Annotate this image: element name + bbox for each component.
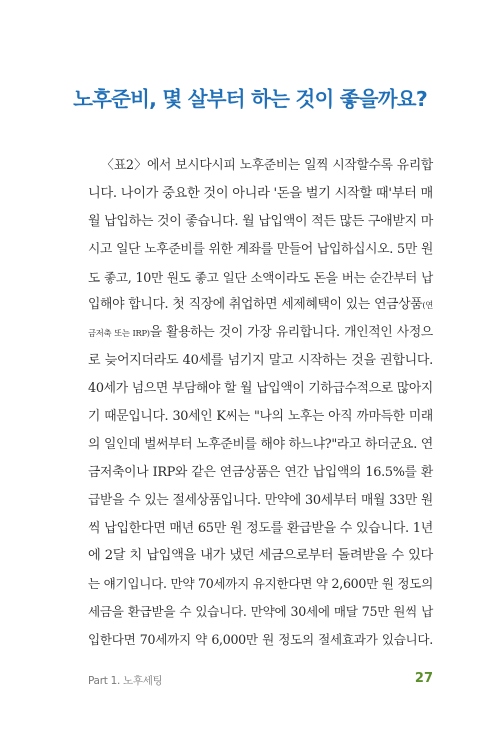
page-number: 27 [414, 671, 433, 686]
body-line [88, 291, 433, 319]
body-text [88, 152, 433, 654]
body-line: 의 일인데 벌써부터 노후준비를 해야 하느냐?"라고 하더군요. 연 [88, 436, 433, 452]
body-line: 씩 납입한다면 매년 65만 원 정도를 환급받을 수 있습니다. 1년 [88, 520, 433, 536]
body-line: 기 때문입니다. 30세인 K씨는 "나의 노후는 아직 까마득한 미래 [88, 409, 433, 425]
body-line: 도 좋고, 10만 원도 좋고 일단 소액이라도 돈을 버는 순간부터 납 [88, 269, 433, 285]
body-line: 〈표2〉에서 보시다시피 노후준비는 일찍 시작할수록 유리합 [101, 158, 433, 173]
footer-section-label: Part 1. 노후세팅 [88, 675, 163, 687]
body-line: 로 늦어지더라도 40세를 넘기지 말고 시작하는 것을 권합니다. [88, 353, 433, 369]
body-line: 40세가 넘으면 부담해야 할 월 납입액이 기하급수적으로 많아지 [88, 381, 433, 397]
body-line-small-text: 금저축 또는 IRP) [88, 328, 150, 339]
body-line: 는 얘기입니다. 만약 70세까지 유지한다면 약 2,600만 원 정도의 [88, 576, 433, 592]
body-line: 니다. 나이가 중요한 것이 아니라 '돈을 벌기 시작할 때'부터 매 [88, 185, 433, 201]
body-line: 금저축이나 IRP와 같은 연금상품은 연간 납입액의 16.5%를 환 [88, 464, 433, 480]
body-line: 입한다면 70세까지 약 6,000만 원 정도의 절세효과가 있습니다. [88, 632, 433, 648]
body-line-text: 을 활용하는 것이 가장 유리합니다. 개인적인 사정으 [149, 325, 433, 341]
body-line: 시고 일단 노후준비를 위한 계좌를 만들어 납입하십시오. 5만 원 [88, 241, 433, 257]
page-title: 노후준비, 몇 살부터 하는 것이 좋을까요? [73, 87, 427, 111]
page-footer [88, 673, 433, 689]
body-line: 급받을 수 있는 절세상품입니다. 만약에 30세부터 매월 33만 원 [88, 492, 433, 508]
body-line-text: 입해야 합니다. 첫 직장에 취업하면 세제혜택이 있는 연금상품 [88, 297, 423, 313]
body-line: 세금을 환급받을 수 있습니다. 만약에 30세에 매달 75만 원씩 납 [88, 604, 433, 620]
body-line: 월 납입하는 것이 좋습니다. 월 납입액이 적든 많든 구애받지 마 [88, 213, 433, 229]
body-line [88, 319, 433, 347]
body-line-small-text: (연 [422, 300, 433, 311]
body-line: 에 2달 치 납입액을 내가 냈던 세금으로부터 돌려받을 수 있다 [88, 548, 433, 564]
